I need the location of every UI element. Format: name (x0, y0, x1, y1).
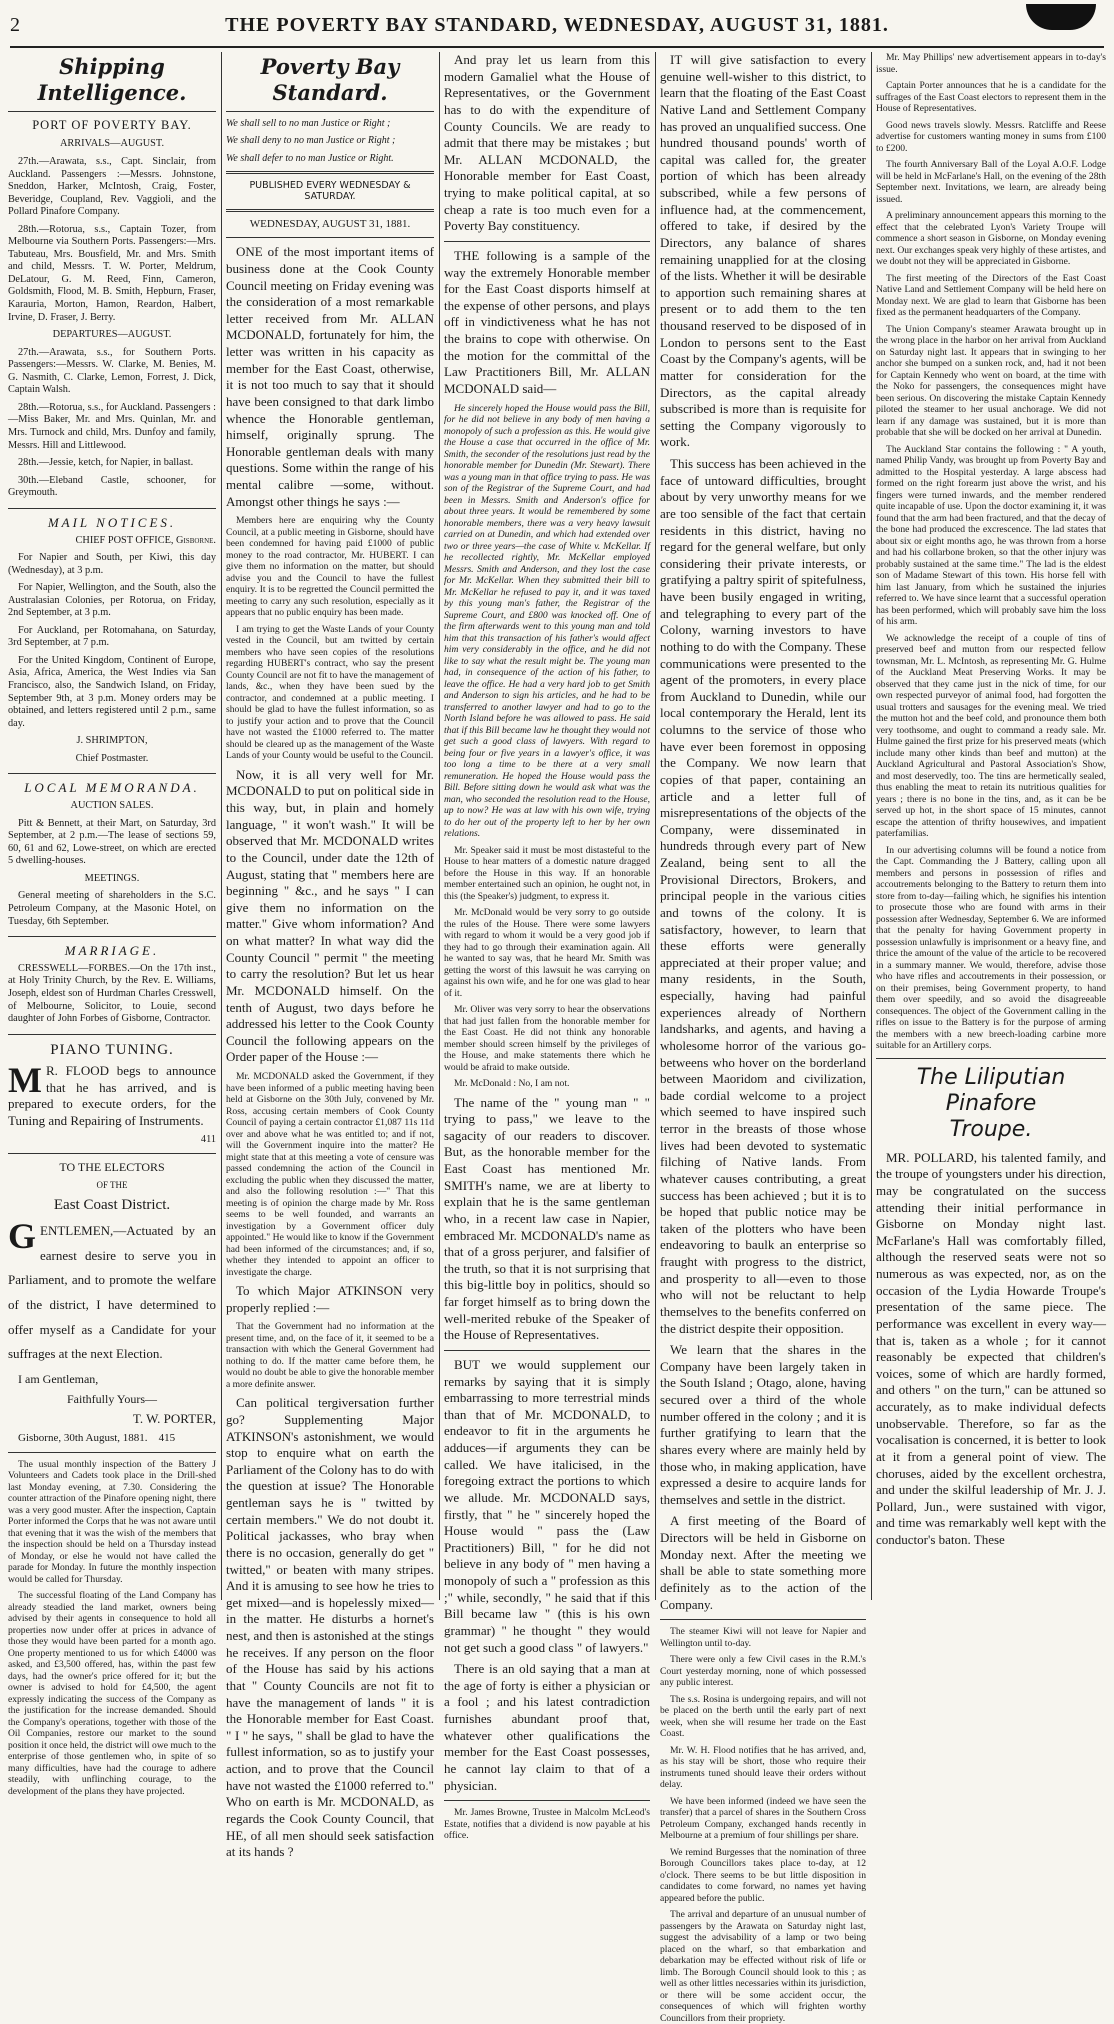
editorial-paragraph: Now, it is all very well for Mr. MCDONALD to put on political side in this way, but, in plain and homely language, " it won't wash." It will be observed that Mr. MCDONALD writes to the Council, under date the 12th of August, stating that " members here are beginning " &c., and he says " I can give them no information on the matter." Give whom information? And on what matter? In what way did the County Council " permit " the meeting to carry the resolution? But let us hear Mr. MCDONALD himself. On the tenth of August, two days before he addressed his letter to the Cook County Council the following appears on the Order paper of the House :— (226, 766, 434, 1065)
article-paragraph: THE following is a sample of the way the extremely Honorable member for the East Coast disports himself at the expense of other persons, and plays off in vindictiveness what he has not the brains to cope with otherwise. On the motion for the committal of the Law Practitioners Bill, Mr. ALLAN MCDONALD said— (444, 247, 650, 396)
auction-heading: AUCTION SALES. (70, 800, 154, 812)
article-paragraph: IT will give satisfaction to every genuine well-wisher to this district, to learn that the floating of the East Coast Native Land and Settlement Company has proved an unqualified success. One hundred thousand pounds' worth of capital was called for, the greater portion of which has been already subscribed, while a few persons of influence had, at the commencement, offered to take, if desired by the Directors, any balance of shares remaining unapplied for at the closing of the lists. Whether it will be desirable to apportion such remaining shares at present or to add them to the ten thousand reserved to be disposed of in London to persons sent to the East Coast by the Company's agents, will be matter for consideration for the Directors, as the capital already subscribed is more than is requisite for setting the Company vigorously to work. (660, 52, 866, 450)
dividend-notice: Mr. James Browne, Trustee in Malcolm McLeod's Estate, notifies that a dividend is now payable at his office. (444, 1807, 650, 1842)
article-paragraph: There is an old saying that a man at the age of forty is either a physician or a fool ; and his latest contradiction furnishes abundant proof that, whatever other qualifications the member for the East Coast possesses, he cannot lay claim to that of a physician. (444, 1661, 650, 1793)
editorial-quote: Members here are enquiring why the County Council, at a public meeting in Gisborne, should have been condemned for having paid £1000 of public money to the road contractor, Mr. HUBERT. I can give them no information on the matter, but should advise you and the Council to have the fullest enquiry. It is to be regretted the Council permitted the meeting to carry any such resolution, especially as it appears that no public enquiry has been made. (226, 515, 434, 619)
column-rule (439, 52, 440, 1600)
local-news-item: Mr. W. H. Flood notifies that he has arrived, and, as his stay will be short, those who require their instruments tuned should leave their orders without delay. (660, 1744, 866, 1791)
departure-entry: 28th.—Jessie, ketch, for Napier, in ballast. (18, 457, 194, 469)
local-news-item: A preliminary announcement appears this morning to the effect that the celebrated Lyon's Variety Troupe will commence a short season in Gisborne, on Monday evening next. Our exchanges speak very highly of these artistes, and we doubt not they will be appreciated in Gisborne. (876, 210, 1106, 267)
mail-item: For the United Kingdom, Continent of Europe, Asia, Africa, America, the West Indies via San Francisco, also, the Sandwich Island, on Friday, September 9th, at 3 p.m. Money orders may be obtained, and letters registered until 2 p.m., same day. (8, 654, 216, 729)
motto-line-1: We shall sell to no man Justice or Right ; (226, 118, 391, 130)
page-number: 2 (10, 14, 20, 36)
postmaster-name: J. SHRIMPTON, (76, 735, 148, 747)
electors-signature: T. W. PORTER, (132, 1411, 216, 1427)
local-news-item: The Union Company's steamer Arawata brought up in the wrong place in the harbor on her arrival from Auckland on Saturday night last. It appears that in swinging to her anchor she bumped on a sunken rock, and, had it not been for Captain Kennedy who went on board, at the time with the Noko for passengers, the consequences might have been serious. On discovering the mistake Captain Kennedy piloted the steamer to her usual anchorage. We did not learn if any damage was sustained, but it is more than probable that she will be docked on her arrival at Dunedin. (876, 323, 1106, 438)
dateline: WEDNESDAY, AUGUST 31, 1881. (249, 217, 411, 230)
ad-number: 415 (158, 1432, 176, 1445)
marriage-text: CRESSWELL—FORBES.—On the 17th inst., at Holy Trinity Church, by the Rev. E. Williams, Joseph, eldest son of Hurdman Charles Cresswell, of Melbourne, Solicitor, to Louie, second daughter of John Forbes of Gisborne, Contractor. (8, 962, 216, 1025)
column-rule (221, 52, 222, 1600)
article-paragraph: The name of the " young man " " trying to pass," we leave to the sagacity of our readers to discover. But, as the honorable member for the East Coast has mentioned Mr. SMITH's name, we are at liberty to explain that he is the same gentleman who, in a recent law case in Napier, embraced Mr. MCDONALD's name as that of a gross perjurer, and falsifier of the truth, so that it is not surprising that this big-little boy in politics, should so far forget himself as to bring down the well-merited rebuke of the Speaker of the House of Representatives. (444, 1094, 650, 1343)
local-news-item: The first meeting of the Directors of the East Coast Native Land and Settlement Company will be held here on Monday next. We are glad to learn that Gisborne has been fixed as the permanent headquarters of the Company. (876, 272, 1106, 318)
mail-item: For Napier, Wellington, and the South, also the Australasian Colonies, per Rotorua, on Friday, 2nd September, at 3 p.m. (8, 582, 216, 619)
hansard-extract: Mr. McDonald : No, I am not. (454, 1078, 570, 1089)
departure-entry: 27th.—Arawata, s.s., for Southern Ports. Passengers:—Messrs. W. Clarke, M. Benies, M. G. Nasmith, C. Clarke, Lemon, Forrest, J. Dick, Captain Walsh. (8, 346, 216, 396)
local-news-item: The fourth Anniversary Ball of the Loyal A.O.F. Lodge will be held in McFarlane's Hall, on the evening of the 28th September next. Invitations, we learn, are already being issued. (876, 159, 1106, 205)
article-paragraph: And pray let us learn from this modern Gamaliel what the House of Representatives, or the Government has to do with the expenditure of County Councils. We are ready to admit that there may be mistakes ; but Mr. ALLAN MCDONALD, the Honorable member for East Coast, trying to make political capital, at so cheap a rate is too much even for a Poverty Bay constituency. (444, 52, 650, 234)
meetings-text: General meeting of shareholders in the S.C. Petroleum Company, at the Masonic Hotel, on Tuesday, 6th September. (8, 890, 216, 927)
column-shipping (8, 52, 216, 1797)
auction-text: Pitt & Bennett, at their Mart, on Saturday, 3rd September, at 2 p.m.—The lease of sections 59, 60, 61 and 62, Lowe-street, on which are erected 5 dwelling-houses. (8, 817, 216, 867)
editorial-quote: That the Government had no information at the present time, and, on the face of it, it seemed to be a transaction with which the General Government had nothing to do. If the matter came before them, he would no doubt be able to give the honorable member a more definite answer. (226, 1321, 434, 1390)
newspaper-title: THE POVERTY BAY STANDARD, WEDNESDAY, AUGUST 31, 1881. (225, 14, 889, 36)
electors-date: Gisborne, 30th August, 1881. (18, 1432, 148, 1445)
electors-close-2: Faithfully Yours— (66, 1391, 158, 1406)
dropcap-g: G (8, 1215, 37, 1256)
hansard-extract: He sincerely hoped the House would pass the Bill, for he did not believe in any body of men having a monopoly of such a profession as this. He would give the House a case that occurred in the office of Mr. Smith, the seconder of the resolutions just read by the honorable member for Dunedin (Mr. Stewart). There was a young man in that office trying to pass. He was son of the Registrar of the Supreme Court, and had been in Messrs. Smith and Anderson's office for about three years. It would be remembered by some honorable members, there was a very heavy lawsuit carried on at Dunedin, and which had extended over two or three years—the case of White v. McKellar. If he recollected rightly, Mr. McKellar employed Messrs. Smith and Anderson, and they lost the case for Mr. McKellar. When they submitted their bill to Mr. McKellar he refused to pay it, and it was taxed by this young man's father, the Registrar of the Supreme Court, and £800 was knocked off. One of the firm afterwards went to this young man and told him that this transaction of his father's would affect him very considerably in the office, and he did not like to say what the result might be. The young man had, in consequence of the action of his father, to leave the office. He had a very hard job to get Smith and Anderson to sign his articles, and he had to be transferred to another lawyer and had to go to the North Island before he was allowed to pass. He said that if this Bill became law he thought they would not get such a good class of lawyers. With regard to being four or five years in a lawyer's office, it was too long a time to be there at a very small remuneration. He hoped the House would pass the Bill. Before sitting down he would ask what was the man, who seconded the resolution read to the House, up to now? He was at law with his own wife, trying to do her out of the property left to her by her own relations. (444, 402, 650, 839)
motto-line-3: We shall defer to no man Justice or Right. (226, 152, 394, 164)
hansard-extract: Mr. Oliver was very sorry to hear the observations that had just fallen from the honorable member for the East Coast. He did not think any honorable member should screen himself by the privileges of the House, and make statements there which he would be afraid to make outside. (444, 1004, 650, 1073)
mail-item: For Napier and South, per Kiwi, this day (Wednesday), at 3 p.m. (8, 552, 216, 576)
electors-close-1: I am Gentleman, (18, 1372, 99, 1387)
departures-heading: DEPARTURES—AUGUST. (52, 329, 172, 341)
column-rule (871, 52, 872, 1600)
masthead (10, 8, 1104, 48)
pinafore-title-line-1: The Liliputian Pinafore (916, 1064, 1066, 1116)
motto-line-2: We shall deny to no man Justice or Right ; (226, 135, 396, 147)
local-news-item: We remind Burgesses that the nomination of three Borough Councillors takes place to-day, at 12 o'clock. There seems to be but little disposition in candidates to come forward, no names yet having appeared before the public. (660, 1846, 866, 1904)
local-news-item: The arrival and departure of an unusual number of passengers by the Arawata on Saturday night last, suggest the advisability of a lamp or two being placed on the wharf, so that embarkation and debarkation may be effected without risk of life or limb. The Borough Council should look to this ; as well as other littles necessaries within its jurisdiction, or there will be some accident occur, the consequences of which will frighten worthy Councillors from their propriety. (660, 1909, 866, 2024)
local-news-item: The Auckland Star contains the following : " A youth, named Philip Vandy, was brought up from Poverty Bay and admitted to the Hospital yesterday. A large abscess had formed on the right forearm just above the wrist, and his fingers were turned inwards, and the member rendered quite incapable of use. Upon the doctor examining it, it was found that the arm had been fractured, and that the decay of the bone had produced the excrescence. The lad states that about six or eight months ago, he was thrown from a horse and had his collarbone broken, so that the other injury was probably sustained at the same time." The lad is the eldest son of Madame Stewart of this town. His horse fell with him last January, from which he sustained the injuries referred to. We have since learnt that a successful operation has been performed, which will probably save him the loss of his arm. (876, 443, 1106, 627)
arrival-entry: 27th.—Arawata, s.s., Capt. Sinclair, from Auckland. Passengers :—Messrs. Johnstone, Sneddon, Harker, McIntosh, Craig, Foster, Beveridge, Coupland, Rev. Vaggioli, and the Pollard Pinafore Company. (8, 156, 216, 218)
column-mcdonald (444, 52, 650, 1842)
arrival-entry: 28th.—Rotorua, s.s., Captain Tozer, from Melbourne via Southern Ports. Passengers:—Mrs. Tabuteau, Mrs. Bousfield, Mr. and Mrs. Smith and child, Messrs. T. W. Porter, Meldrum, DeLatour, G. M. Reed, Finn, Cameron, Goldsmith, Flood, M. B. Smith, Hepburn, Fraser, Karauria, Morton, Hamon, Reardon, Halbert, Irvine, D. Fraser, J. Berry. (8, 223, 216, 323)
article-paragraph: A first meeting of the Board of Directors will be held in Gisborne on Monday next. After the meeting we shall be able to state something more definitely as to the action of the Company. (660, 1513, 866, 1612)
article-paragraph: This success has been achieved in the face of untoward difficulties, brought about by very unworthy means for we are too sensible of the fact that certain residents in this district, having no regard for the general welfare, but only considering their private interests, or gratifying a paltry spirit of spitefulness, have been busily engaged in writing, and telegraphing to every part of the Colony, warning investors to have nothing to do with the Company. These communications were presented to the agent of the promoters, in every place from Auckland to Dunedin, while our local contemporary the Herald, lent its columns to the service of those who have ever been foremost in opposing the Company. We now learn that copies of that paper, containing an article and a letter full of misrepresentations of the objects of the Company, were disseminated in hundreds through every part of New Zealand, being sent to all the Provisional Directors, Brokers, and principal people in the various cities and towns of the colony. It is satisfactory, however, to learn that these efforts were generally appreciated at their proper value; and many residents, in the South, especially, having had painful experiences already of Northern landsharks, and agents, and having a wholesome horror of the various go-betweens who hover on the borderland between Maoridom and civilization, bade cordial welcome to a project which seemed to have inspired such terror in the breasts of those whose lives had been devoted to systematic filching of Native lands. From whatever causes contributing, a great success has been achieved ; but it is to be hoped that public notice may be taken of the plotters who have been endeavoring to baulk an enterprise so fraught with progress to the district, and prosperity to all—even to those who will not be reluctant to help themselves to the benefits conferred on the district despite their opposition. (660, 456, 866, 1336)
electors-text: ENTLEMEN,—Actuated by an earnest desire to serve you in Parliament, and to promote the welfare of the district, I have determined to offer myself as a Candidate for your suffrages at the next Election. (8, 1222, 216, 1362)
article-paragraph: BUT we would supplement our remarks by saying that it is simply embarrassing to more terrestrial minds than that of Mr. MCDONALD, to endeavor to fit in the arguments he adduces—if arguments they can be called. We have italicised, in the foregoing extract the portions to which we allude. Mr. MCDONALD says, firstly, that " he " sincerely hoped the House would " pass the (Law Practitioners) Bill, " for he did not believe in any body of " men having a monopoly of such a " profession as this ;" while, secondly, " he said that if this Bill became law " (this is his own grammar) " he thought " they would not get such a good class " of lawyers." (444, 1356, 650, 1655)
column-rule (655, 52, 656, 1600)
departure-entry: 28th.—Rotorua, s.s., for Auckland. Passengers :—Miss Baker, Mr. and Mrs. Quinlan, Mr. and Mrs. Turnock and child, Mrs. Dunfoy and family, Messrs. Hill and Littlewood. (8, 401, 216, 451)
local-news-item: Good news travels slowly. Messrs. Ratcliffe and Reese advertise for customers wanting money in sums from £100 to £200. (876, 119, 1106, 154)
editorial-paragraph: To which Major ATKINSON very properly replied :— (226, 1283, 434, 1315)
marriage-title: MARRIAGE. (8, 936, 216, 959)
column-local-news (876, 52, 1106, 1602)
electors-title-1: TO THE ELECTORS (59, 1160, 165, 1175)
post-office-line: CHIEF POST OFFICE, Gisborne. (75, 534, 216, 546)
local-memoranda-title: LOCAL MEMORANDA. (8, 773, 216, 796)
local-news-item: Captain Porter announces that he is a candidate for the suffrages of the East Coast electors to represent them in the House of Representatives. (876, 80, 1106, 114)
article-paragraph: We learn that the shares in the Company have been largely taken in the South Island ; Otago, alone, having secured over a third of the whole number offered in the colony ; and it is further gratifying to learn that the shares every where are mainly held by those who, in making application, have expressed a desire to acquire lands for themselves and settle in the district. (660, 1342, 866, 1507)
electors-title-3: East Coast District. (53, 1196, 171, 1213)
piano-tuning-title: PIANO TUNING. (8, 1034, 216, 1059)
ad-number: 411 (200, 1134, 216, 1146)
hansard-extract: Mr. McDonald would be very sorry to go outside the rules of the House. There were some lawyers with regard to whom it would be a very good job if they had to go through their examination again. All he wanted to say was, that he heard Mr. Smith was getting the worst of this lawsuit he was carrying on against his own wife, and he for one was glad to hear of it. (444, 907, 650, 999)
local-news-item: The steamer Kiwi will not leave for Napier and Wellington until to-day. (660, 1626, 866, 1649)
mail-notices-title: MAIL NOTICES. (8, 508, 216, 531)
port-title: PORT OF POVERTY BAY. (32, 118, 192, 133)
column-editorial (226, 52, 434, 1860)
editorial-quote: Mr. MCDONALD asked the Government, if they have been informed of a public meeting having been held at Gisborne on the 30th July, convened by Mr. Ross, accusing certain members of Cook County Council of paying a certain contractor £1,087 11s 11d over and above what he was entitled to; and if not, will the Government inquire into the matter? He might state that at this meeting a vote of censure was passed condemning the action of the Council in excluding the public when they discussed the matter, and also the following resolution :—" That this meeting is of opinion the charge made by Mr. Ross seems to be well founded, and warrants an investigation by a Government officer duly appointed." He would like to know if the Government had been informed of the circumstances; and, if so, whether they intended to appoint an officer to investigate the charge. (226, 1071, 434, 1278)
column-land-company (660, 52, 866, 2024)
editorial-paragraph: ONE of the most important items of business done at the Cook County Council meeting on Friday evening was the consideration of a most remarkable letter received from Mr. ALLAN MCDONALD, fortunately for him, the letter was written in his capacity as member for the East Coast, otherwise, it is not too much to say that it should have been consigned to that dark limbo whence the Honorable gentleman, himself, originally sprung. The Honorable gentleman deals with many questions. Some within the range of his mental calibre —some, without. Amongst other things he says :— (226, 244, 434, 509)
local-news-item: The s.s. Rosina is undergoing repairs, and will not be placed on the berth until the early part of next week, when she will resume her trade on the East Coast. (660, 1693, 866, 1740)
local-news-item: There were only a few Civil cases in the R.M.'s Court yesterday morning, none of which possessed any public interest. (660, 1654, 866, 1689)
land-company-text: The successful floating of the Land Company has already steadied the land market, owners being advised by their agents in consequence to hold all properties now under offer at prices in advance of those they would have been parted for a month ago. One property mentioned to us for which £4000 was asked, and £3,500 offered, has, within the past few days, had the owner's price offered for it; but the owner is advised to hold for £4,500, the agent expressly indicating the success of the Company as the justification for the increase demanded. Should the Company's operations, together with those of the Oil Companies, restore our market to the sound position it once held, the district will owe much to the enterprise of those gentlemen who, in spite of so many difficulties, have had the courage to adhere steadily, with unflinching courage, to the development of the plans they have projected. (8, 1590, 216, 1797)
editorial-quote: I am trying to get the Waste Lands of your County vested in the Council, but am twitted by certain members who have seen copies of the resolutions regarding HUBERT's contract, who say the present County Council are not fit to have the management of lands, &c., when they have been sued by the contractor, and condemned at a public meeting. I should be glad to have the fullest information, so as to justify your action and to prove that the Council have not wasted the £1000 referred to. The matter should be cleared up as the management of the Waste Lands of your County would be useful to the Council. (226, 623, 434, 762)
pinafore-title-line-2: Troupe. (949, 1117, 1033, 1143)
hansard-extract: Mr. Speaker said it must be most distasteful to the House to hear matters of a domestic nature dragged before the House in this way. If an honorable member entertained such an opinion, he ought not, in this (the Speaker's) judgment, to express it. (444, 844, 650, 902)
meetings-heading: MEETINGS. (84, 872, 140, 884)
arrivals-heading: ARRIVALS—AUGUST. (59, 138, 165, 150)
shipping-heading: Shipping Intelligence. (37, 54, 187, 105)
local-news-item: We have been informed (indeed we have seen the transfer) that a parcel of shares in the Southern Cross Petroleum Company, exchanged hands recently in Melbourne at a premium of four shillings per share. (660, 1795, 866, 1842)
dropcap-m: M (8, 1059, 42, 1100)
local-news-item: Mr. May Phillips' new advertisement appears in to-day's issue. (876, 52, 1106, 75)
electors-title-2: OF THE (96, 1179, 128, 1190)
piano-text: R. FLOOD begs to announce that he has arrived, and is prepared to execute orders, for the Tuning and Repairing of Instruments. (8, 1062, 216, 1128)
local-news-item: We acknowledge the receipt of a couple of tins of preserved beef and mutton from our respected fellow townsman, Mr. L. McIntosh, as representing Mr. G. Hulme of the Auckland Meat Preserving Works. It may be observed that they came just in the nick of time, for our own respected purveyor of animal food, had forgotten the usual trotters and sausages for the evening meal. We tried the mutton hot and the beef cold, and pronounce them both very toothsome, and ought to command a ready sale. Mr. Hulme gained the first prize for his preserved meats (which include many other kinds than beef and mutton) at the Auckland Agricultural and Pastoral Association's Show, and most deservedly, too. The tins are hermetically sealed, thus enabling the meat to retain its nutritious qualities for years ; there is no bone in the tins, and, as it can be be served up hot, in the short space of 15 minutes, cannot escape the attention of thrifty housewives, and impatient paterfamilias. (876, 632, 1106, 839)
editorial-paragraph: Can political tergiversation further go? Supplementing Major ATKINSON's astonishment, we would stop to enquire what on earth the Parliament of the Colony has to do with the question at issue? The Honorable gentleman says he is " twitted by certain members." We do not doubt it. Political jackasses, who bray when there is no occasion, generally do get " twitted," or beaten with many stripes. And it is amusing to see how he tries to get mixed—and is hopelessly mixed—in the matter. He disturbs a hornet's nest, and then is astonished at the stings he receives. If any person on the floor of the House has said by his actions that " County Councils are not fit to have the management of lands " it is the Honorable member for East Coast. " I " he says, " shall be glad to have the fullest information, so as to justify your action, and to prove that the Council have not wasted the £1000 referred to." Who on earth is Mr. MCDONALD, as regards the Cook County Council, that HE, of all men should seek satisfaction at its hands ? (226, 1395, 434, 1860)
postmaster-title: Chief Postmaster. (75, 752, 149, 764)
published-line: PUBLISHED EVERY WEDNESDAY & SATURDAY. (249, 179, 411, 203)
standard-heading: Poverty Bay Standard. (260, 54, 400, 105)
local-news-item: In our advertising columns will be found a notice from the Capt. Commanding the J Battery, calling upon all members and persons in possession of rifles and accoutrements belonging to the Battery to return them into store from to-day—failing which, he signifies his intention to prosecute those who are found with arms in their possession after Wednesday, September 6. We are informed that the penalty for having Government property in possession unlawfully is imprisonment or a heavy fine, and thrice the amount of the value of the article to be recovered in a summary manner. We would, therefore, advise those who have rifles and accoutrements in their possession, or on their premises, being Government property, to hand them over speedily, and so avoid the disagreeable consequences. The object of the Government calling in the rifles on issue to the Battery is for the purpose of arming the members with a new breech-loading carbine more suitable for an Artillery corps. (876, 844, 1106, 1051)
pinafore-review: MR. POLLARD, his talented family, and the troupe of youngsters under his direction, may be congratulated on the success attending their initial performance in Gisborne on Monday night last. McFarlane's Hall was comfortably filled, although the reserved seats were not so numerous as was expected, nor, as on the occasion of the Lydia Howarde Troupe's presentation of the same piece. The performance was excellent in every way—that is, taken as a whole ; for it cannot reasonably be expected that children's voices, some of which are hardly formed, and others " on the turn," can be attuned so accurately, as to make individual defects unobservable. Therefore, so far as the vocalisation is concerned, it is better to look at it from a general point of view. The choruses, aided by the excellent orchestra, and under the skilful leadership of Mr. J. J. Pollard, Jun., were sustained with vigor, and time was remarkably well kept with the conductor's baton. These (876, 1149, 1106, 1548)
battery-inspection-text: The usual monthly inspection of the Battery J Volunteers and Cadets took place in the Drill-shed last Monday evening, at 7.30. Considering the counter attraction of the Pinafore opening night, there was a very good muster. After the inspection, Captain Porter informed the Corps that he was not aware until that evening that it was the wish of the members that the inspection should be held on a Thursday instead of Monday, or else he would not have called the parade for Monday. In future the monthly inspection would be called for Thursday. (8, 1458, 216, 1585)
pinafore-heading (876, 1058, 1106, 1144)
departure-entry: 30th.—Eleband Castle, schooner, for Greymouth. (8, 474, 216, 499)
mail-item: For Auckland, per Rotomahana, on Saturday, 3rd September, at 7 p.m. (8, 624, 216, 649)
